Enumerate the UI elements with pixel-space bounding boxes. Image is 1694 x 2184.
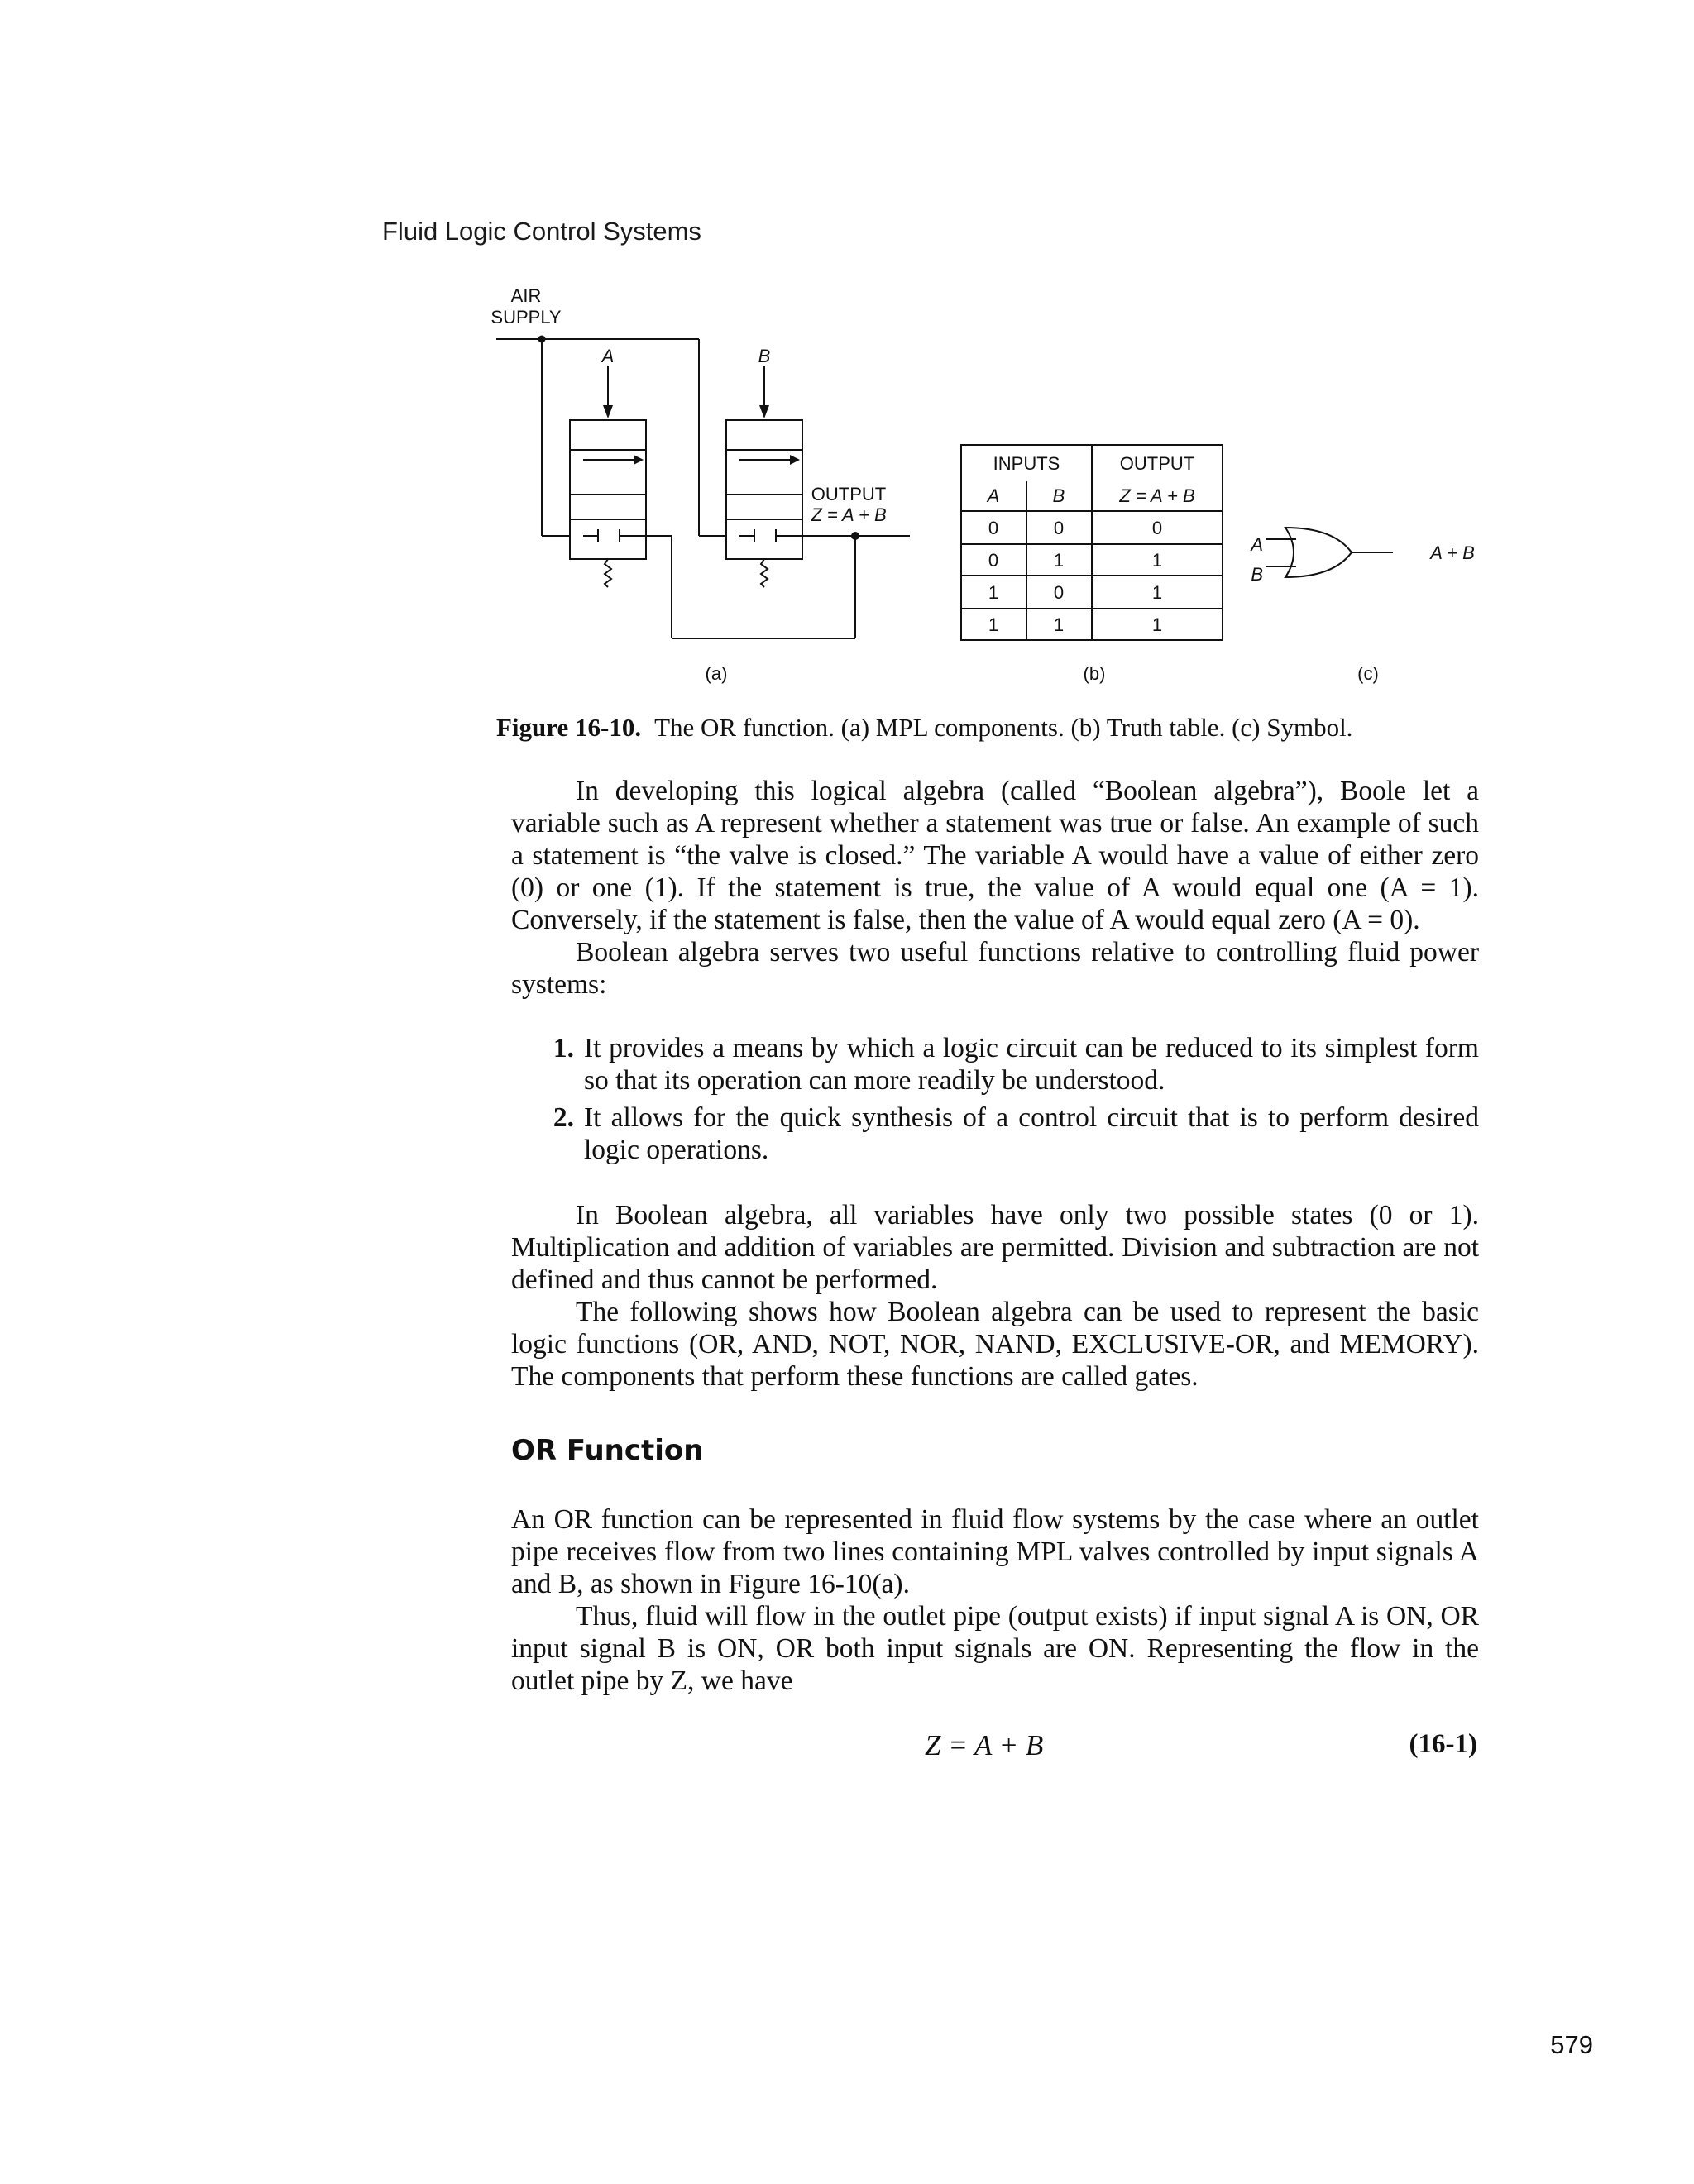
table-col-z: Z = A + B — [1119, 485, 1195, 506]
list-item-number: 2. — [553, 1102, 574, 1133]
figure-16-10 — [488, 273, 1505, 695]
table-cell: 1 — [1151, 550, 1163, 571]
boolean-paragraphs — [511, 1199, 1479, 1393]
page-number: 579 — [1550, 2030, 1593, 2059]
table-col-b: B — [1052, 485, 1065, 506]
intro-paragraphs — [511, 775, 1479, 1001]
or-gate-symbol — [1266, 528, 1393, 577]
table-col-a: A — [987, 485, 1000, 506]
paragraph: The following shows how Boolean algebra can be used to represent the basic logic functions (OR, AND, NOT, NOR, NAND, EXCLUSIVE-OR, and MEMORY). The components that perform these functions are called gates. — [511, 1297, 1479, 1392]
list-item — [511, 1102, 1479, 1166]
equation-number: (16-1) — [1409, 1729, 1477, 1759]
table-cell: 1 — [1053, 614, 1065, 635]
air-supply-label-2: SUPPLY — [490, 307, 562, 327]
output-expression: Z = A + B — [811, 504, 887, 525]
running-header: Fluid Logic Control Systems — [382, 217, 701, 246]
mpl-valve-b — [726, 366, 802, 587]
signal-b-label: B — [758, 346, 771, 366]
table-cell: 0 — [1151, 518, 1163, 538]
panel-c-label: (c) — [1357, 663, 1379, 684]
numbered-list — [511, 1032, 1479, 1171]
paragraph: Thus, fluid will flow in the outlet pipe (output exists) if input signal A is ON, OR input signal B is ON, OR both input signals are ON. Representing the flow in the outlet pipe by Z, we have — [511, 1601, 1479, 1696]
figure-caption-label: Figure 16-10. — [496, 713, 642, 742]
figure-caption — [496, 713, 1489, 743]
table-cell: 0 — [1053, 518, 1065, 538]
output-label: OUTPUT — [811, 484, 887, 504]
list-item-number: 1. — [553, 1033, 574, 1063]
paragraph: In developing this logical algebra (called “Boolean algebra”), Boole let a variable such as A represent whether a statement was true or false. An example of such a statement is “the valve is closed.” The variable A would have a value of either zero (0) or one (1). If the statement is true, the value of A would equal one (A = 1). Conversely, if the statement is false, then the value of A would equal zero (A = 0). — [511, 776, 1479, 935]
table-cell: 0 — [988, 518, 999, 538]
truth-table-grid — [961, 445, 1223, 640]
section-title: OR Function — [511, 1434, 704, 1467]
list-item — [511, 1032, 1479, 1097]
table-cell: 0 — [1053, 582, 1065, 603]
or-function-paragraphs — [511, 1503, 1479, 1697]
panel-b-label: (b) — [1083, 663, 1106, 684]
table-cell: 1 — [1053, 550, 1065, 571]
table-cell: 0 — [988, 550, 999, 571]
list-item-text: It allows for the quick synthesis of a control circuit that is to perform desired logic operations. — [584, 1102, 1479, 1165]
table-header-output: OUTPUT — [1119, 453, 1195, 474]
table-cell: 1 — [988, 582, 999, 603]
or-function-figure — [488, 273, 1505, 695]
mpl-valve-a — [570, 366, 646, 587]
gate-output-label: A + B — [1430, 542, 1475, 563]
gate-input-a-label: A — [1251, 534, 1263, 555]
paragraph: Boolean algebra serves two useful functions relative to controlling fluid power systems: — [511, 937, 1479, 1000]
table-header-inputs: INPUTS — [993, 453, 1060, 474]
paragraph: An OR function can be represented in fluid flow systems by the case where an outlet pipe receives flow from two lines containing MPL valves controlled by input signals A and B, as shown in Figure 16-10(a). — [511, 1504, 1479, 1599]
air-supply-label-1: AIR — [510, 285, 542, 306]
panel-a-label: (a) — [705, 663, 728, 684]
table-cell: 1 — [1151, 614, 1163, 635]
equation: Z = A + B — [925, 1729, 1044, 1761]
table-cell: 1 — [988, 614, 999, 635]
list-item-text: It provides a means by which a logic circuit can be reduced to its simplest form so that its operation can more readily be understood. — [584, 1033, 1479, 1096]
figure-caption-text: The OR function. (a) MPL components. (b) Truth table. (c) Symbol. — [654, 713, 1353, 742]
table-cell: 1 — [1151, 582, 1163, 603]
gate-input-b-label: B — [1251, 564, 1263, 585]
paragraph: In Boolean algebra, all variables have only two possible states (0 or 1). Multiplication and addition of variables are permitted. Division and subtraction are not defined and thus cannot be performed. — [511, 1200, 1479, 1295]
signal-a-label: A — [601, 346, 615, 366]
